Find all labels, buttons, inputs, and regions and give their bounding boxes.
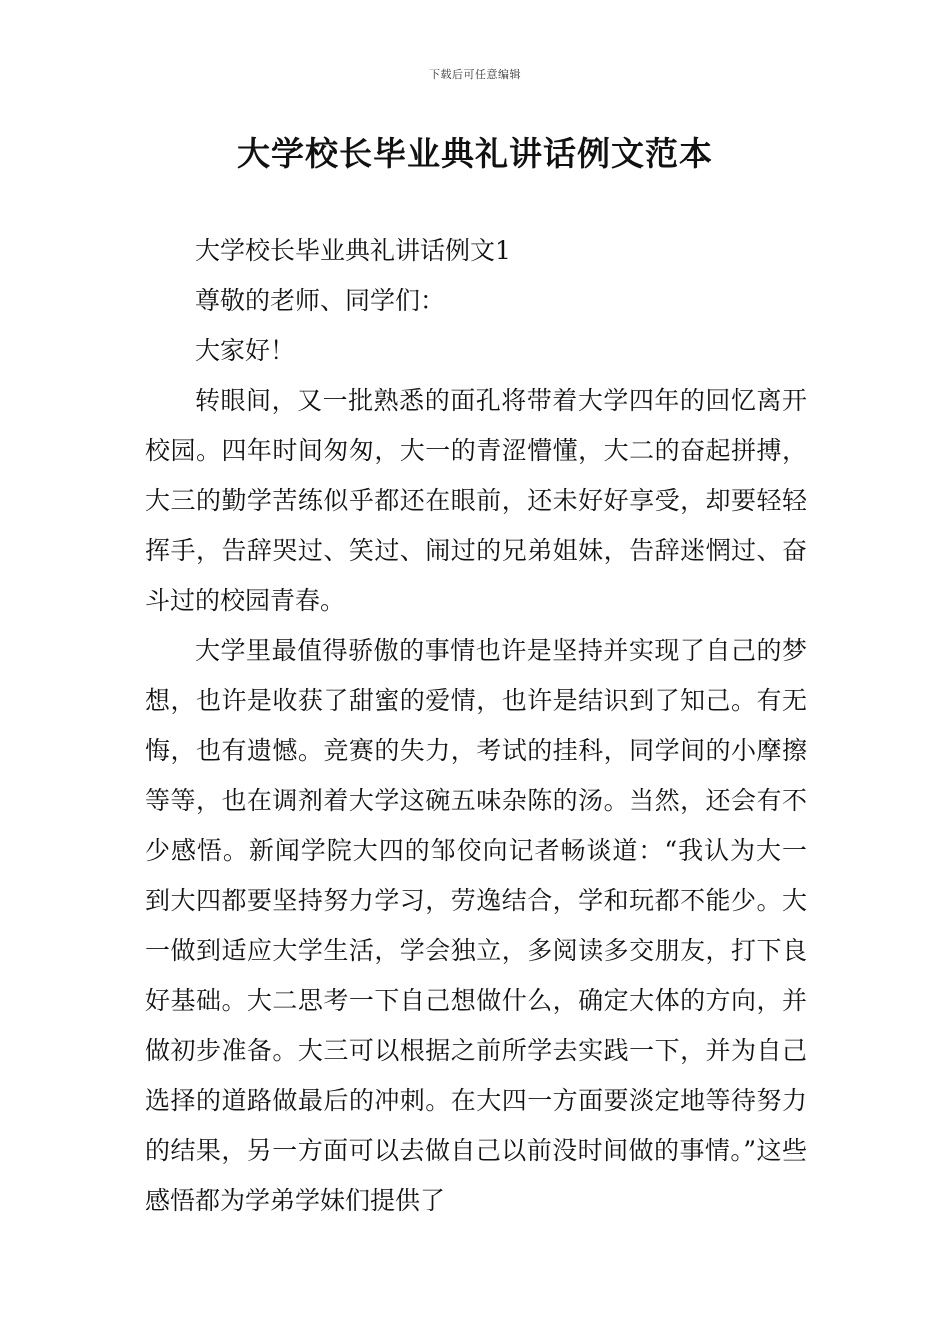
greeting: 大家好！	[195, 336, 296, 365]
salutation: 尊敬的老师、同学们：	[195, 286, 446, 315]
page-header-note: 下载后可任意编辑	[429, 68, 521, 81]
body-paragraph: 转眼间，又一批熟悉的面孔将带着大学四年的回忆离开校园。四年时间匆匆，大一的青涩懵懂，大二的奋起拼搏，大三的勤学苦练似乎都还在眼前，还未好好享受，却要轻轻挥手，告辞哭过、笑过、闹过的兄弟姐妹，告辞迷惘过、奋斗过的校园青春。	[145, 386, 807, 615]
document-body	[145, 226, 807, 1226]
document-title: 大学校长毕业典礼讲话例文范本	[237, 134, 713, 173]
speech-heading: 大学校长毕业典礼讲话例文1	[195, 236, 511, 265]
body-paragraph: 大学里最值得骄傲的事情也许是坚持并实现了自己的梦想，也许是收获了甜蜜的爱情，也许是结识到了知己。有无悔，也有遗憾。竞赛的失力，考试的挂科，同学间的小摩擦等等，也在调剂着大学这碗五味杂陈的汤。当然，还会有不少感悟。新闻学院大四的邹佼向记者畅谈道：“我认为大一到大四都要坚持努力学习，劳逸结合，学和玩都不能少。大一做到适应大学生活，学会独立，多阅读多交朋友，打下良好基础。大二思考一下自己想做什么，确定大体的方向，并做初步准备。大三可以根据之前所学去实践一下，并为自己选择的道路做最后的冲刺。在大四一方面要淡定地等待努力的结果，另一方面可以去做自己以前没时间做的事情。”这些感悟都为学弟学妹们提供了	[145, 636, 807, 1215]
